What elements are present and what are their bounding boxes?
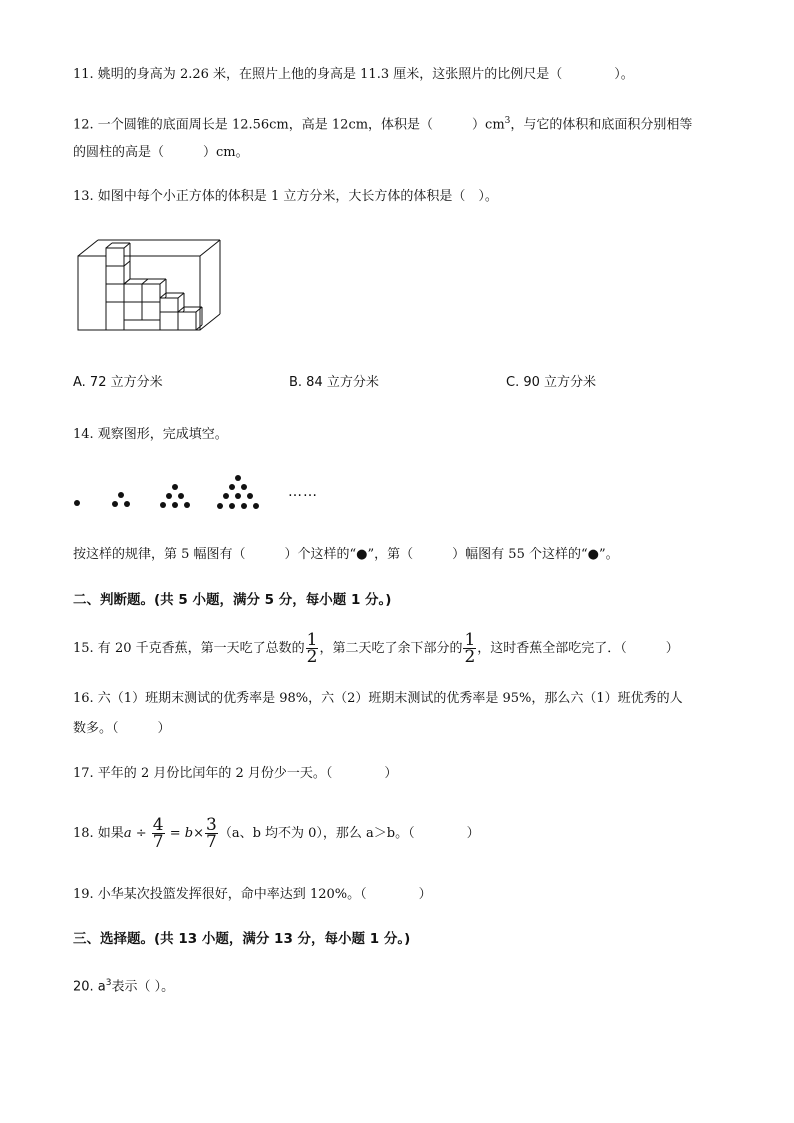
dot (241, 484, 247, 490)
q12-unit-sup: 3 (504, 116, 511, 126)
q12-text-a: 12. 一个圆锥的底面周长是 12.56cm，高是 12cm，体积是（ ）cm (73, 117, 505, 133)
dot (235, 493, 241, 499)
dot (223, 493, 229, 499)
q18-suffix: （a、b 均不为 0），那么 a＞b。（ ） (218, 826, 480, 841)
fraction-four-sevenths (152, 817, 165, 850)
question-13: 13. 如图中每个小正方体的体积是 1 立方分米，大长方体的体积是（ ）。 (73, 189, 498, 204)
q18-prefix: 18. 如果 (73, 826, 124, 841)
var-b: b (184, 826, 194, 841)
section-3-heading: 三、选择题。(共 13 小题，满分 13 分，每小题 1 分。) (73, 931, 411, 947)
question-16-line2: 数多。（ ） (73, 721, 171, 736)
question-12-line1 (73, 112, 692, 134)
dot (217, 503, 223, 509)
dot (172, 502, 178, 508)
dot (241, 503, 247, 509)
ellipsis: …… (288, 484, 318, 500)
question-15 (73, 632, 679, 666)
question-14-fill: 按这样的规律，第 5 幅图有（ ）个这样的“●”，第（ ）幅图有 55 个这样的“●”。 (73, 547, 619, 562)
option-c[interactable]: C. 90 立方分米 (506, 375, 597, 390)
question-19: 19. 小华某次投篮发挥很好，命中率达到 120%。（ ） (73, 887, 432, 902)
q20-text-a: 20. a (73, 979, 106, 995)
equals-sign: = (165, 826, 185, 841)
dot (74, 500, 80, 506)
question-14: 14. 观察图形，完成填空。 (73, 427, 228, 442)
option-b[interactable]: B. 84 立方分米 (289, 375, 379, 390)
dot (172, 484, 178, 490)
q12-text-b: ，与它的体积和底面积分别相等 (510, 117, 693, 133)
frac-num: 4 (152, 815, 164, 835)
frac-den: 2 (306, 647, 318, 667)
dot (247, 493, 253, 499)
q15-text-a: 15. 有 20 千克香蕉，第一天吃了总数的 (73, 641, 305, 656)
dot (178, 493, 184, 499)
dot (112, 501, 118, 507)
dot (124, 501, 130, 507)
question-18 (73, 812, 480, 856)
question-11: 11. 姚明的身高为 2.26 米，在照片上他的身高是 11.3 厘米，这张照片的比例尺是（ ）。 (73, 67, 634, 82)
q15-text-c: ，这时香蕉全部吃完了．（ ） (477, 641, 679, 656)
times-sign: × (193, 826, 204, 841)
frac-den: 7 (152, 832, 164, 852)
dot (160, 502, 166, 508)
frac-num: 1 (306, 630, 318, 650)
frac-den: 7 (205, 832, 217, 852)
option-a[interactable]: A. 72 立方分米 (73, 375, 163, 390)
question-16-line1: 16. 六（1）班期末测试的优秀率是 98%，六（2）班期末测试的优秀率是 95%，那么六（1）班优秀的人 (73, 691, 683, 706)
q20-exponent: 3 (105, 978, 112, 988)
fraction-one-half (306, 632, 319, 665)
dot (166, 493, 172, 499)
dot (118, 492, 124, 498)
frac-den: 2 (464, 647, 476, 667)
question-17: 17. 平年的 2 月份比闰年的 2 月份少一天。（ ） (73, 766, 398, 781)
fraction-one-half (463, 632, 476, 665)
dot (253, 503, 259, 509)
q20-text-b: 表示（ ）。 (111, 979, 175, 995)
q15-text-b: ，第二天吃了余下部分的 (319, 641, 463, 656)
dot (229, 484, 235, 490)
divide-sign: ÷ (131, 826, 151, 841)
dot (235, 475, 241, 481)
question-20 (73, 974, 174, 996)
fraction-three-sevenths (205, 817, 218, 850)
frac-num: 3 (205, 815, 217, 835)
dot (184, 502, 190, 508)
question-12-line2: 的圆柱的高是（ ）cm。 (73, 145, 249, 160)
section-2-heading: 二、判断题。(共 5 小题，满分 5 分，每小题 1 分。) (73, 592, 392, 608)
cuboid-figure (76, 238, 236, 334)
frac-num: 1 (464, 630, 476, 650)
dot (229, 503, 235, 509)
var-a: a (123, 826, 132, 841)
